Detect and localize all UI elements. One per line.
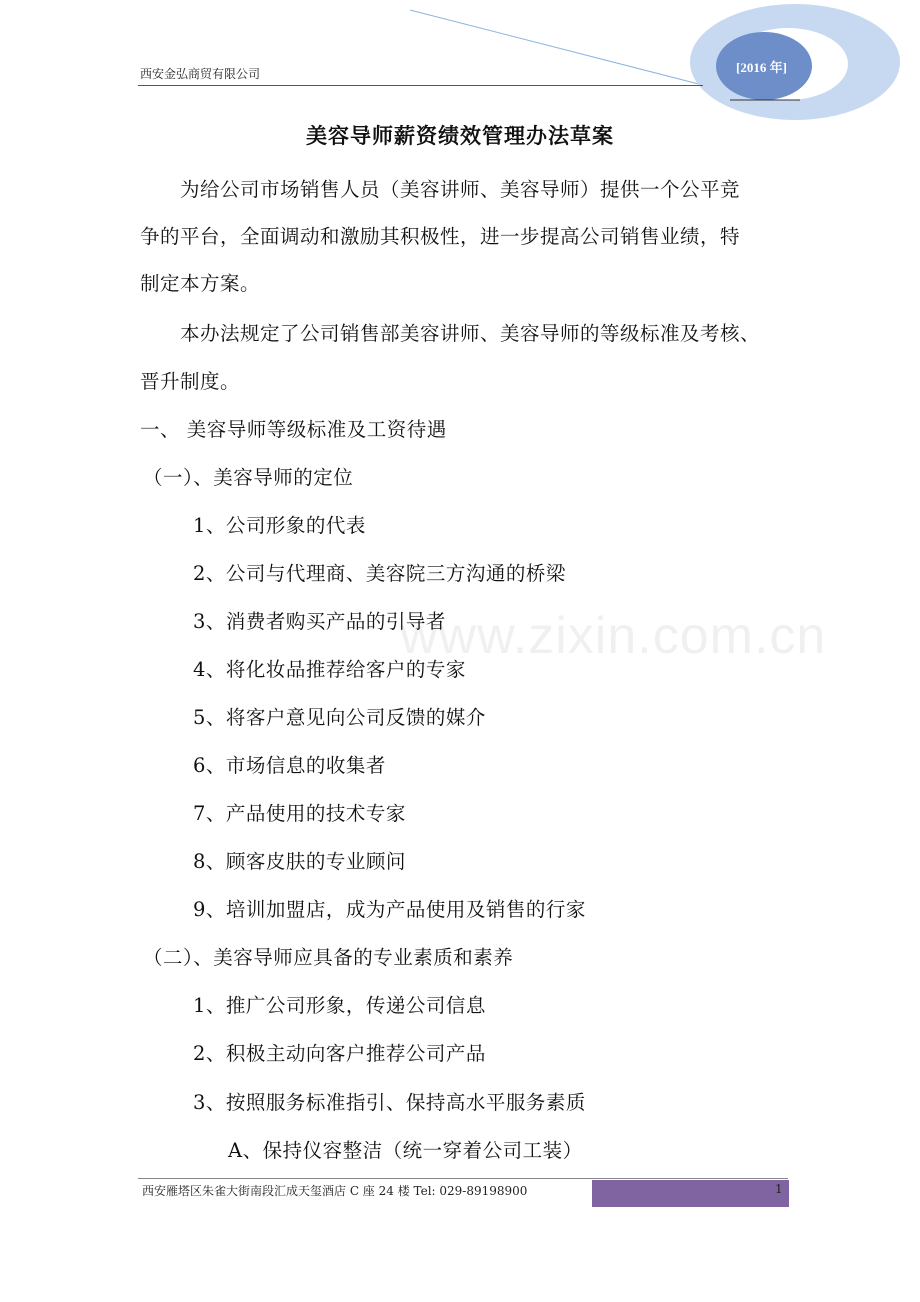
footer-accent-bar	[592, 1180, 789, 1207]
list-item: 2、积极主动向客户推荐公司产品	[193, 1042, 486, 1065]
list-item: 9、培训加盟店，成为产品使用及销售的行家	[193, 898, 586, 921]
list-item: 6、市场信息的收集者	[193, 754, 386, 777]
header-company-name: 西安金弘商贸有限公司	[140, 67, 261, 81]
footer-divider	[138, 1178, 788, 1179]
section-heading: 一、 美容导师等级标准及工资待遇	[140, 418, 447, 441]
list-item: 8、顾客皮肤的专业顾问	[193, 850, 406, 873]
watermark: www.zixin.com.cn	[400, 607, 827, 665]
paragraph-line: 制定本方案。	[140, 272, 261, 295]
list-item: 4、将化妆品推荐给客户的专家	[193, 658, 466, 681]
page-number: 1	[775, 1182, 783, 1196]
list-item: 3、消费者购买产品的引导者	[193, 610, 446, 633]
paragraph-line: 本办法规定了公司销售部美容讲师、美容导师的等级标准及考核、	[180, 322, 761, 345]
header-divider	[138, 85, 703, 86]
footer-address: 西安雁塔区朱雀大街南段汇成天玺酒店 C 座 24 楼 Tel: 029-89198900	[142, 1184, 528, 1198]
document-title: 美容导师薪资绩效管理办法草案	[306, 123, 614, 148]
subsection-heading: （二）、美容导师应具备的专业素质和素养	[143, 946, 514, 969]
subsection-heading: （一）、美容导师的定位	[143, 466, 354, 489]
paragraph-line: 晋升制度。	[140, 370, 241, 393]
list-item: 1、公司形象的代表	[193, 514, 366, 537]
paragraph-line: 争的平台，全面调动和激励其积极性，进一步提高公司销售业绩，特	[140, 225, 741, 248]
paragraph-line: 为给公司市场销售人员（美容讲师、美容导师）提供一个公平竞	[180, 178, 741, 201]
list-item: 1、推广公司形象，传递公司信息	[193, 994, 486, 1017]
list-item: 5、将客户意见向公司反馈的媒介	[193, 706, 486, 729]
list-item: 2、公司与代理商、美容院三方沟通的桥梁	[193, 562, 566, 585]
list-item: 7、产品使用的技术专家	[193, 802, 406, 825]
sub-list-item: A、保持仪容整洁（统一穿着公司工装）	[228, 1139, 583, 1162]
year-badge: [2016 年]	[736, 60, 787, 75]
list-item: 3、按照服务标准指引、保持高水平服务素质	[193, 1091, 586, 1114]
